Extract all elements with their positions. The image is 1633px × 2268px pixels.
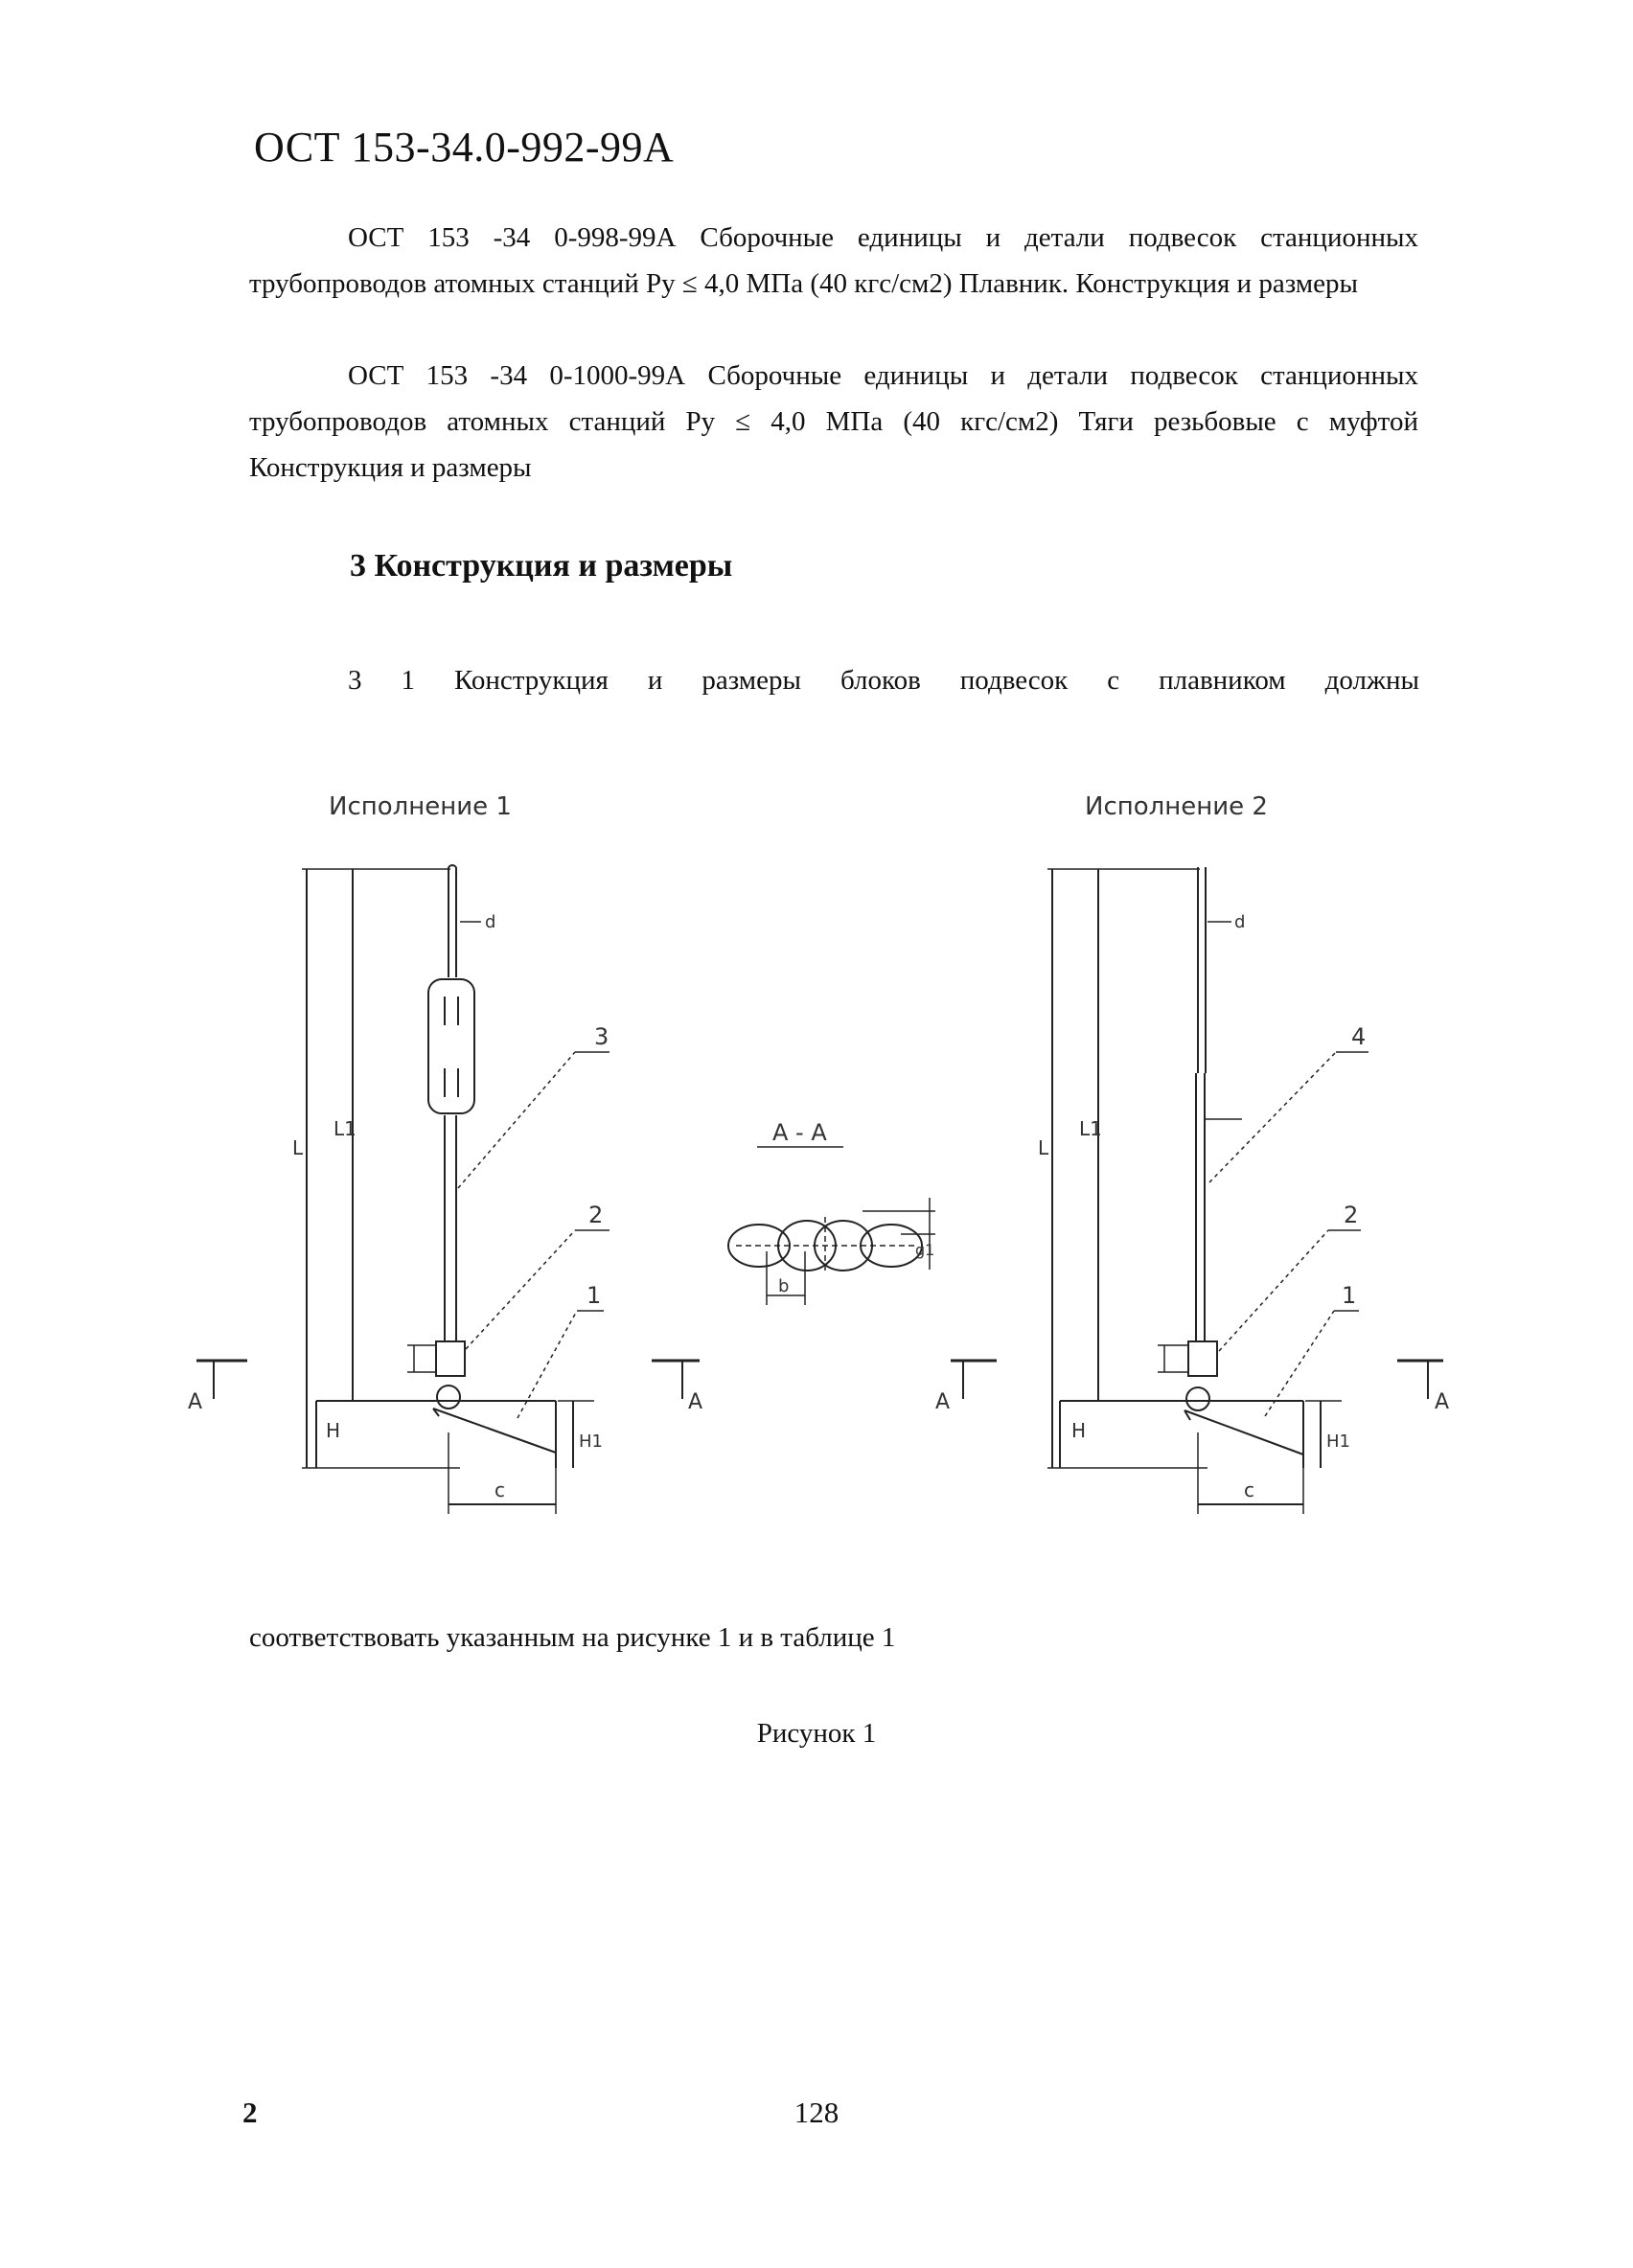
dimension-l1-label: L1 [334,1117,356,1140]
variant-1-drawing [196,865,703,1514]
dimension-b-label: b [778,1276,790,1296]
reference-title: Сборочные единицы и детали подвесок станционных трубопроводов атомных станций Ру ≤ 4,0 МПа (40 кгс/см2) Плавник. Конструкция и размеры [249,222,1418,299]
part-number-1: 1 [586,1282,602,1309]
footer-left-number: 2 [242,2096,258,2129]
reference-paragraph-2 [249,353,1418,491]
dimension-h-label: H [326,1419,341,1442]
reference-code: ОСТ 153 -34 0-998-99А [348,222,677,253]
clause-continuation-text: соответствовать указанным на рисунке 1 и в таблице 1 [249,1622,896,1653]
part-number-1: 1 [1342,1282,1357,1309]
section-mark-a: А [188,1390,203,1414]
part-number-3: 3 [594,1023,610,1050]
figure-1-drawing [0,767,1633,1552]
dimension-g1-label: g1 [915,1241,935,1259]
document-code-header: ОСТ 153-34.0-992-99А [254,124,675,171]
dimension-l1-label: L1 [1079,1117,1102,1140]
dimension-l-label: L [1038,1136,1049,1159]
section-a-a-title: А - А [772,1119,827,1146]
clause-lead-text: 3 1 Конструкция и размеры блоков подвесок с плавником должны [348,665,1419,696]
reference-title: Сборочные единицы и детали подвесок станционных трубопроводов атомных станций Ру ≤ 4,0 МПа (40 кгс/см2) Тяги резьбовые с муфтой Конструкция и размеры [249,360,1418,483]
variant-2-drawing [951,867,1443,1514]
page-number: 128 [794,2096,840,2129]
dimension-d-label: d [1234,912,1246,932]
dimension-h-label: H [1071,1419,1087,1442]
section-heading: 3 Конструкция и размеры [350,548,733,584]
part-number-2: 2 [1344,1202,1359,1228]
dimension-c-label: c [494,1478,505,1501]
section-mark-a: А [935,1390,951,1414]
dimension-h1-label: H1 [579,1432,603,1452]
variant-1-title: Исполнение 1 [329,792,512,821]
dimension-d-label: d [485,912,496,932]
dimension-l-label: L [292,1136,304,1159]
section-mark-a: А [1435,1390,1450,1414]
variant-2-title: Исполнение 2 [1085,792,1268,821]
part-number-4: 4 [1351,1023,1367,1050]
reference-paragraph-1 [249,215,1418,307]
part-number-2: 2 [588,1202,604,1228]
figure-caption: Рисунок 1 [756,1718,877,1749]
reference-code: ОСТ 153 -34 0-1000-99А [348,360,686,391]
dimension-c-label: c [1244,1478,1254,1501]
section-a-a-drawing [728,1147,935,1305]
dimension-h1-label: H1 [1326,1432,1350,1452]
section-mark-a: А [688,1390,703,1414]
